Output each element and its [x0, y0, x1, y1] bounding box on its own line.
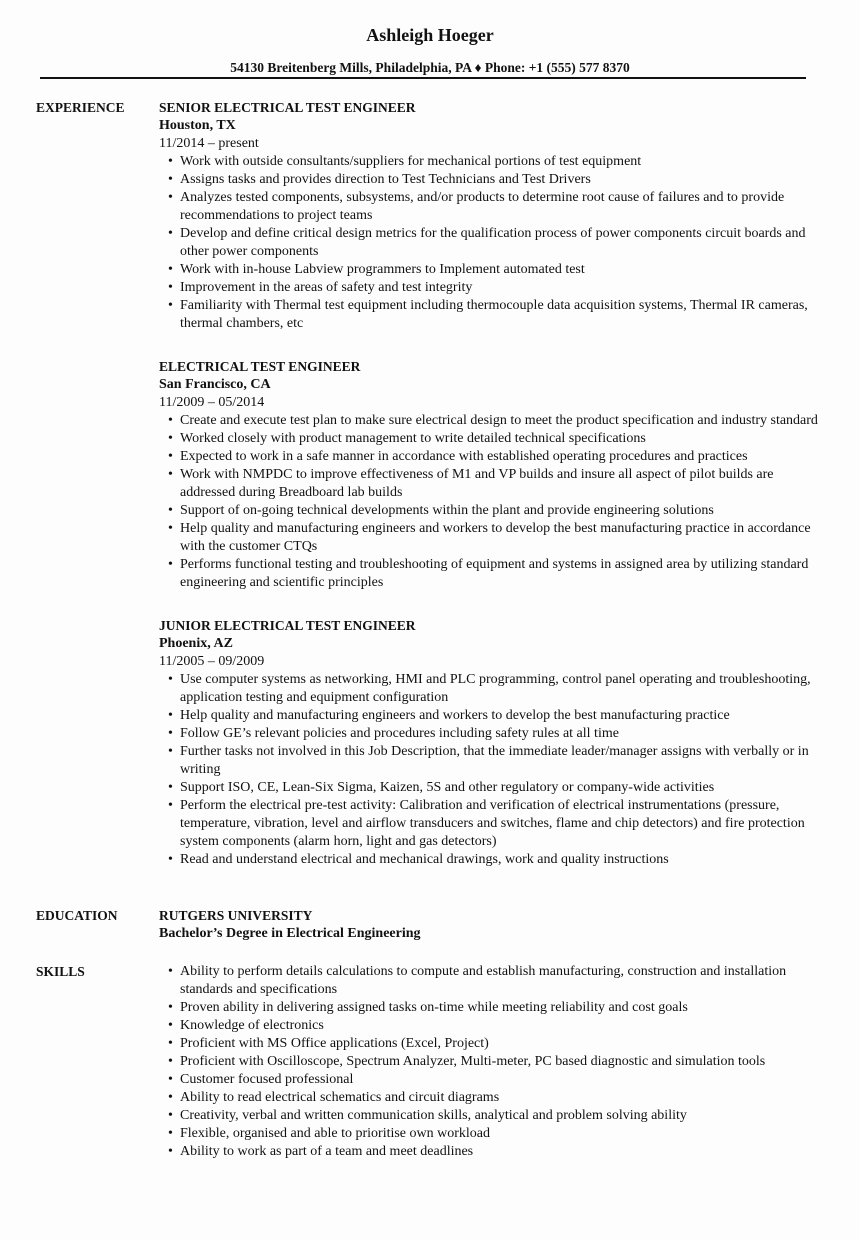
skill-item: • Knowledge of electronics — [180, 1017, 819, 1035]
job-bullets — [159, 412, 819, 592]
bullet-item: • Follow GE’s relevant policies and procedures including safety rules at all time — [180, 725, 819, 743]
job-entry — [159, 99, 819, 333]
bullet-item: • Performs functional testing and troubleshooting of equipment and systems in assigned area by utilizing standard engineering and scientific principles — [180, 556, 819, 592]
bullet-item: • Work with in-house Labview programmers to Implement automated test — [180, 261, 819, 279]
skill-item: • Flexible, organised and able to prioritise own workload — [180, 1125, 819, 1143]
job-bullets — [159, 671, 819, 869]
bullet-item: • Create and execute test plan to make sure electrical design to meet the product specification and industry standard — [180, 412, 819, 430]
bullet-item: • Assigns tasks and provides direction to Test Technicians and Test Drivers — [180, 171, 819, 189]
skill-item: • Creativity, verbal and written communication skills, analytical and problem solving ability — [180, 1107, 819, 1125]
degree: Bachelor’s Degree in Electrical Engineering — [159, 926, 421, 941]
skills-list — [159, 963, 819, 1161]
job-location: Houston, TX — [159, 118, 236, 133]
school-name: RUTGERS UNIVERSITY — [159, 908, 313, 923]
skill-item: • Ability to work as part of a team and meet deadlines — [180, 1143, 819, 1161]
job-dates: 11/2009 – 05/2014 — [159, 395, 265, 410]
bullet-item: • Improvement in the areas of safety and test integrity — [180, 279, 819, 297]
bullet-item: • Work with NMPDC to improve effectiveness of M1 and VP builds and insure all aspect of pilot builds are addressed during Breadboard lab builds — [180, 466, 819, 502]
job-title: ELECTRICAL TEST ENGINEER — [159, 359, 361, 374]
phone: Phone: +1 (555) 577 8370 — [484, 60, 630, 75]
job-bullets — [159, 153, 819, 333]
diamond-separator-icon: ♦ — [474, 60, 482, 75]
job-dates: 11/2005 – 09/2009 — [159, 654, 265, 669]
bullet-item: • Help quality and manufacturing engineers and workers to develop the best manufacturing practice — [180, 707, 819, 725]
bullet-item: • Worked closely with product management to write detailed technical specifications — [180, 430, 819, 448]
job-title: SENIOR ELECTRICAL TEST ENGINEER — [159, 100, 416, 115]
bullet-item: • Help quality and manufacturing engineers and workers to develop the best manufacturing practice in accordance with the customer CTQs — [180, 520, 819, 556]
job-entry — [159, 617, 819, 869]
bullet-item: • Use computer systems as networking, HMI and PLC programming, control panel operating and troubleshooting, application testing and equipment configuration — [180, 671, 819, 707]
skill-item: • Proficient with Oscilloscope, Spectrum Analyzer, Multi-meter, PC based diagnostic and simulation tools — [180, 1053, 819, 1071]
address: 54130 Breitenberg Mills, Philadelphia, PA — [230, 60, 472, 75]
section-label: SKILLS — [36, 964, 85, 979]
contact-line — [0, 59, 860, 77]
job-location: San Francisco, CA — [159, 377, 271, 392]
bullet-item: • Develop and define critical design metrics for the qualification process of power components circuit boards and other power components — [180, 225, 819, 261]
jobs-list — [159, 99, 819, 894]
job-entry — [159, 358, 819, 592]
job-location: Phoenix, AZ — [159, 636, 233, 651]
skill-item: • Customer focused professional — [180, 1071, 819, 1089]
job-dates: 11/2014 – present — [159, 136, 259, 151]
bullet-item: • Support of on-going technical developments within the plant and provide engineering solutions — [180, 502, 819, 520]
bullet-item: • Analyzes tested components, subsystems, and/or products to determine root cause of failures and to provide recommendations to project teams — [180, 189, 819, 225]
header-divider — [40, 77, 806, 79]
section-label: EDUCATION — [36, 908, 118, 923]
bullet-item: • Perform the electrical pre-test activity: Calibration and verification of electrical instrumentations (pressure, temperature, vibration, level and airflow transducers and switches, flame and chip detectors) and fire protection system components (alarm horn, light and gas detectors) — [180, 797, 819, 851]
skill-item: • Proficient with MS Office applications (Excel, Project) — [180, 1035, 819, 1053]
bullet-item: • Expected to work in a safe manner in accordance with established operating procedures and practices — [180, 448, 819, 466]
bullet-item: • Support ISO, CE, Lean-Six Sigma, Kaizen, 5S and other regulatory or company-wide activities — [180, 779, 819, 797]
job-title: JUNIOR ELECTRICAL TEST ENGINEER — [159, 618, 416, 633]
skill-item: • Ability to perform details calculations to compute and establish manufacturing, construction and installation standards and specifications — [180, 963, 819, 999]
skill-item: • Proven ability in delivering assigned tasks on-time while meeting reliability and cost goals — [180, 999, 819, 1017]
bullet-item: • Read and understand electrical and mechanical drawings, work and quality instructions — [180, 851, 819, 869]
skill-item: • Ability to read electrical schematics and circuit diagrams — [180, 1089, 819, 1107]
bullet-item: • Familiarity with Thermal test equipment including thermocouple data acquisition systems, Thermal IR cameras, thermal chambers, etc — [180, 297, 819, 333]
bullet-item: • Work with outside consultants/suppliers for mechanical portions of test equipment — [180, 153, 819, 171]
section-label: EXPERIENCE — [36, 100, 125, 115]
candidate-name: Ashleigh Hoeger — [366, 25, 494, 45]
bullet-item: • Further tasks not involved in this Job Description, that the immediate leader/manager assigns with verbally or in writing — [180, 743, 819, 779]
